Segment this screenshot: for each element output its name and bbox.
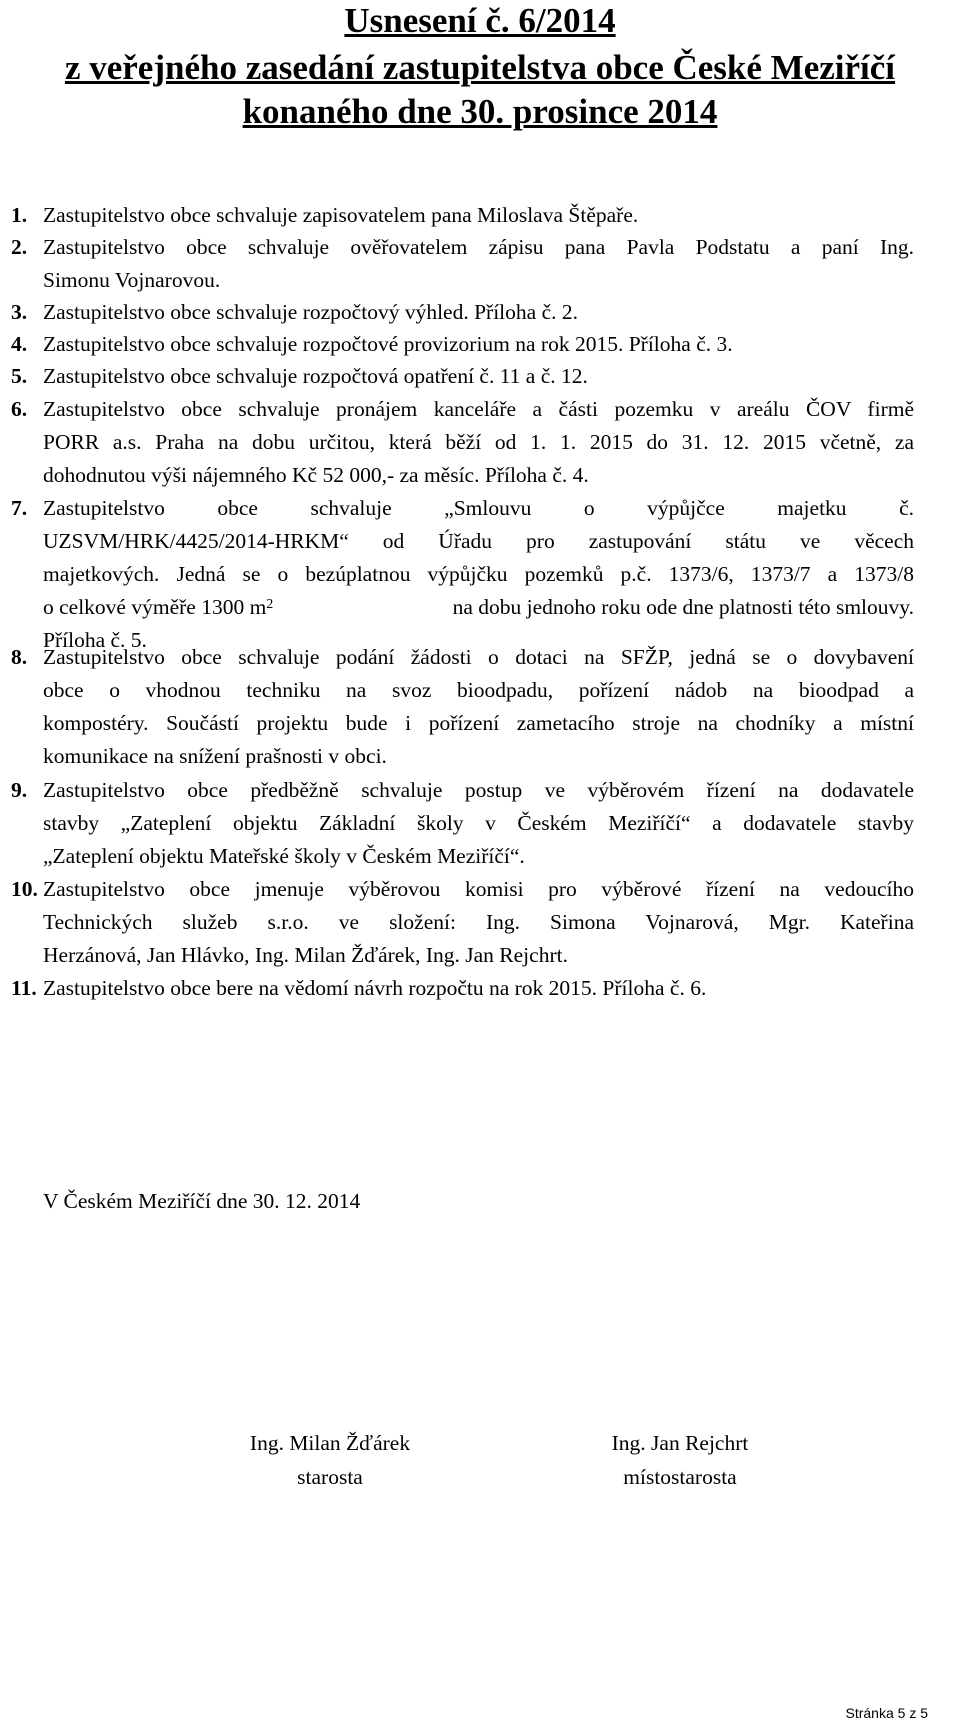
item-text: obce o vhodnou techniku na svoz bioodpadu, pořízení nádob na bioodpad a xyxy=(43,678,914,702)
item-text: Příloha č. 5. xyxy=(43,628,147,652)
item-number: 9. xyxy=(11,778,28,802)
place-and-date: V Českém Meziříčí dne 30. 12. 2014 xyxy=(43,1189,361,1213)
item-text: stavby „Zateplení objektu Základní školy v Českém Meziříčí“ a dodavatele stavby xyxy=(43,811,914,835)
item-text: Zastupitelstvo obce schvaluje rozpočtové provizorium na rok 2015. Příloha č. 3. xyxy=(43,332,733,356)
item-number: 8. xyxy=(11,645,28,669)
meeting-date: konaného dne 30. prosince 2014 xyxy=(242,92,718,131)
item-number: 1. xyxy=(11,203,28,227)
item-number: 5. xyxy=(11,364,28,388)
item-text: Zastupitelstvo obce předběžně schvaluje postup ve výběrovém řízení na dodavatele xyxy=(43,778,914,802)
item-text: Zastupitelstvo obce bere na vědomí návrh rozpočtu na rok 2015. Příloha č. 6. xyxy=(43,976,707,1000)
signature-block-mayor xyxy=(200,1426,460,1494)
area-lead xyxy=(43,590,273,624)
item-number: 2. xyxy=(11,235,28,259)
signatory-role: starosta xyxy=(297,1465,363,1489)
item-text: kompostéry. Součástí projektu bude i pořízení zametacího stroje na chodníky a místní xyxy=(43,711,914,735)
item-text: dohodnutou výši nájemného Kč 52 000,- za měsíc. Příloha č. 4. xyxy=(43,463,589,487)
item-text-area xyxy=(43,590,914,624)
page-number: Stránka 5 z 5 xyxy=(845,1705,928,1721)
meeting-subtitle: z veřejného zasedání zastupitelstva obce České Meziříčí xyxy=(64,48,896,87)
item-number: 7. xyxy=(11,496,28,520)
item-text: UZSVM/HRK/4425/2014-HRKM“ od Úřadu pro zastupování státu ve věcech xyxy=(43,529,914,553)
item-text: Simonu Vojnarovou. xyxy=(43,268,221,292)
signatory-name: Ing. Jan Rejchrt xyxy=(611,1431,749,1455)
item-text: Zastupitelstvo obce schvaluje pronájem kanceláře a části pozemku v areálu ČOV firmě xyxy=(43,397,914,421)
item-number: 6. xyxy=(11,397,28,421)
item-text: na dobu jednoho roku ode dne platnosti této smlouvy. xyxy=(452,595,914,619)
item-text: Herzánová, Jan Hlávko, Ing. Milan Žďárek, Ing. Jan Rejchrt. xyxy=(43,943,568,967)
item-text: majetkových. Jedná se o bezúplatnou výpůjčku pozemků p.č. 1373/6, 1373/7 a 1373/8 xyxy=(43,562,914,586)
item-text: o celkové výměře 1300 m xyxy=(43,595,267,619)
item-text: „Zateplení objektu Mateřské školy v Českém Meziříčí“. xyxy=(43,844,525,868)
item-text: Zastupitelstvo obce schvaluje podání žádosti o dotaci na SFŽP, jedná se o dovybavení xyxy=(43,645,914,669)
item-text: PORR a.s. Praha na dobu určitou, která běží od 1. 1. 2015 do 31. 12. 2015 včetně, za xyxy=(43,430,914,454)
superscript: 2 xyxy=(266,597,274,612)
item-text: komunikace na snížení prašnosti v obci. xyxy=(43,744,387,768)
signatory-role: místostarosta xyxy=(623,1465,737,1489)
item-text: Zastupitelstvo obce jmenuje výběrovou komisi pro výběrové řízení na vedoucího xyxy=(43,877,914,901)
item-number: 3. xyxy=(11,300,28,324)
signature-block-deputy xyxy=(550,1426,810,1494)
item-text: Zastupitelstvo obce schvaluje rozpočtový výhled. Příloha č. 2. xyxy=(43,300,578,324)
item-number: 4. xyxy=(11,332,28,356)
item-text: Zastupitelstvo obce schvaluje „Smlouvu o výpůjčce majetku č. xyxy=(43,496,914,520)
item-text: Zastupitelstvo obce schvaluje zapisovatelem pana Miloslava Štěpaře. xyxy=(43,203,639,227)
item-text: Zastupitelstvo obce schvaluje rozpočtová opatření č. 11 a č. 12. xyxy=(43,364,588,388)
item-number: 10. xyxy=(11,877,38,901)
item-text: Technických služeb s.r.o. ve složení: Ing. Simona Vojnarová, Mgr. Kateřina xyxy=(43,910,914,934)
item-number: 11. xyxy=(11,976,37,1000)
resolution-title: Usnesení č. 6/2014 xyxy=(344,1,616,40)
item-text: Zastupitelstvo obce schvaluje ověřovatelem zápisu pana Pavla Podstatu a paní Ing. xyxy=(43,235,914,259)
signatory-name: Ing. Milan Žďárek xyxy=(249,1431,411,1455)
